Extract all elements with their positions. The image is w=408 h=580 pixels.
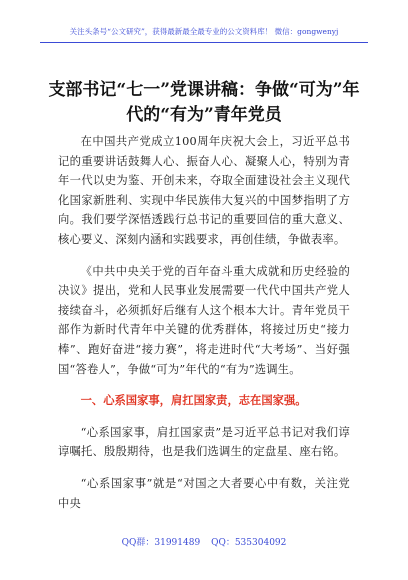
page-header: 关注头条号“公文研究”，获得最新最全最专业的公文资料库！ 微信：gongwenyj (69, 27, 339, 36)
paragraph-4: “心系国家事”就是“对国之大者要心中有数，关注党中央 (58, 476, 350, 510)
footer-qq-group: QQ群：31991489 (121, 538, 201, 548)
document-body (58, 132, 350, 525)
paragraph-1: 在中国共产党成立100周年庆祝大会上，习近平总书记的重要讲话鼓舞人心、振奋人心、凝聚人心，特别为青年一代以史为鉴、开创未来，夺取全面建设社会主义现代化国家新胜利、实现中华民族伟大复兴的中国梦指明了方向。我们要学深悟透践行总书记的重要回信的重大意义、核心要义、深刻内涵和实践要求，再创佳绩，争做表率。 (58, 135, 350, 246)
page-footer (40, 535, 368, 548)
footer-qq: QQ：535304092 (211, 538, 287, 548)
paragraph-2: 《中共中央关于党的百年奋斗重大成就和历史经验的决议》提出，党和人民事业发展需要一代代中国共产党人接续奋斗，必须抓好后继有人这个根本大计。青年党员干部作为新时代青年中关键的优秀群体，将接过历史“接力棒”、跑好奋进“接力赛”，将走进时代“大考场”、当好强国“答卷人”，争做“可为”年代的“有为”选调生。 (58, 264, 350, 376)
paragraph-3: “心系国家事，肩扛国家责”是习近平总书记对我们谆谆嘱托、殷殷期待，也是我们选调生的定盘星、座右铭。 (58, 425, 350, 459)
section-heading-1: 一、心系国家事，肩扛国家责，志在国家强。 (80, 393, 307, 408)
header-divider (40, 42, 368, 43)
document-title: 支部书记“七一”党课讲稿：争做“可为”年代的“有为”青年党员 (48, 80, 360, 125)
